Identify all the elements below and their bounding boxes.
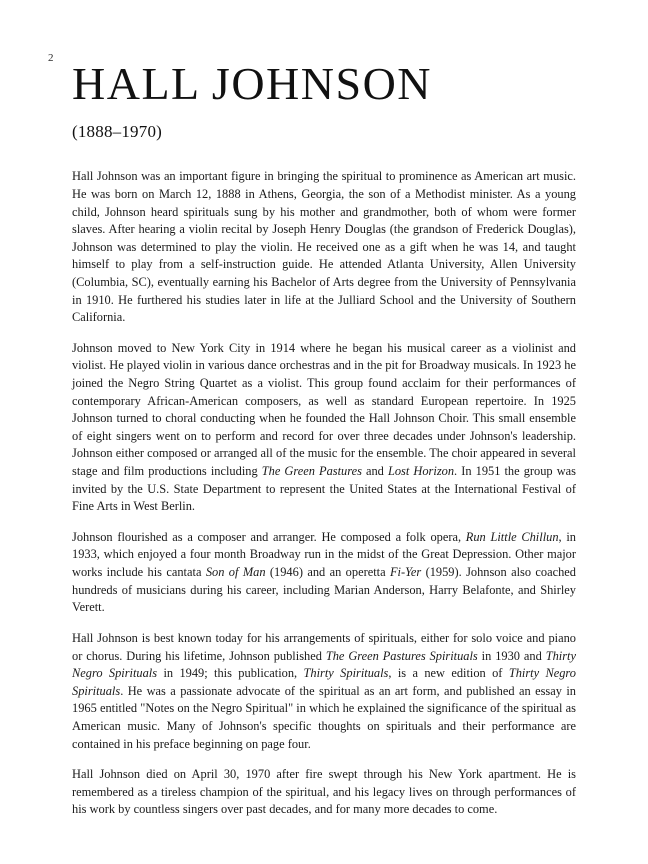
- work-title: Thirty Spirituals: [303, 666, 389, 681]
- work-title: Thirty Negro Spirituals: [72, 666, 576, 698]
- body-paragraph: Hall Johnson is best known today for his arrangements of spirituals, either for solo voice and piano or chorus. During his lifetime, Johnson published The Green Pastures Spirituals in 1930 and Thirty Negro Spirituals in 1949; this publication, Thirty Spirituals, is a new edition of Thirty Negro Spirituals. He was a passionate advocate of the spiritual as an art form, and published an essay in 1965 entitled "Notes on the Negro Spiritual" in which he explained the significance of the spiritual as American music. Many of Johnson's specific thoughts on spirituals and their performance are contained in his preface beginning on page four.: [72, 630, 576, 751]
- work-title: Run Little Chillun: [465, 529, 559, 544]
- biography-body: [72, 168, 576, 819]
- body-paragraph: Johnson flourished as a composer and arranger. He composed a folk opera, Run Little Chillun, in 1933, which enjoyed a four month Broadway run in the midst of the Great Depression. Other major works include his cantata Son of Man (1946) and an operetta Fi-Yer (1959). Johnson also coached hundreds of musicians during his career, including Marian Anderson, Harry Belafonte, and Shirley Verett.: [72, 529, 577, 615]
- page-subtitle-dates: (1888–1970): [72, 122, 163, 142]
- page-number: 2: [48, 52, 54, 64]
- work-title: Lost Horizon: [387, 464, 455, 479]
- page-content: [72, 60, 576, 819]
- work-title: Thirty Negro Spirituals: [72, 648, 576, 681]
- work-title: Fi-Yer: [389, 565, 422, 580]
- work-title: Son of Man: [205, 565, 266, 580]
- body-paragraph: Hall Johnson died on April 30, 1970 after fire swept through his New York apartment. He is remembered as a tireless champion of the spiritual, and his legacy lives on through performances of his work by countless singers over past decades, and for many more decades to come.: [72, 767, 576, 817]
- work-title: The Green Pastures Spirituals: [325, 648, 478, 663]
- body-paragraph: Hall Johnson was an important figure in bringing the spiritual to prominence as American art music. He was born on March 12, 1888 in Athens, Georgia, the son of a Methodist minister. As a young child, Johnson heard spirituals sung by his mother and grandmother, both of whom were former slaves. After hearing a violin recital by Joseph Henry Douglas (the grandson of Frederick Douglas), Johnson was determined to play the violin. He received one as a gift when he was 14, and taught himself to play from a self-instruction guide. He attended Atlanta University, Allen University (Columbia, SC), eventually earning his Bachelor of Arts degree from the University of Pennsylvania in 1910. He furthered his studies later in life at the Julliard School and the University of Southern California.: [72, 169, 576, 325]
- work-title: The Green Pastures: [261, 464, 362, 479]
- page-title: HALL JOHNSON: [72, 58, 433, 109]
- body-paragraph: Johnson moved to New York City in 1914 where he began his musical career as a violinist and violist. He played violin in various dance orchestras and in the pit for Broadway musicals. In 1923 he joined the Negro String Quartet as a violist. This group found acclaim for their performances of contemporary African-American composers, as well as standard European repertoire. In 1925 Johnson turned to choral conducting when he founded the Hall Johnson Choir. This small ensemble of eight singers went on to perform and record for over three decades under Johnson's leadership. Johnson either composed or arranged all of the music for the ensemble. The choir appeared in several stage and film productions including The Green Pastures and Lost Horizon. In 1951 the group was invited by the U.S. State Department to represent the United States at the International Festival of Fine Arts in West Berlin.: [72, 340, 576, 514]
